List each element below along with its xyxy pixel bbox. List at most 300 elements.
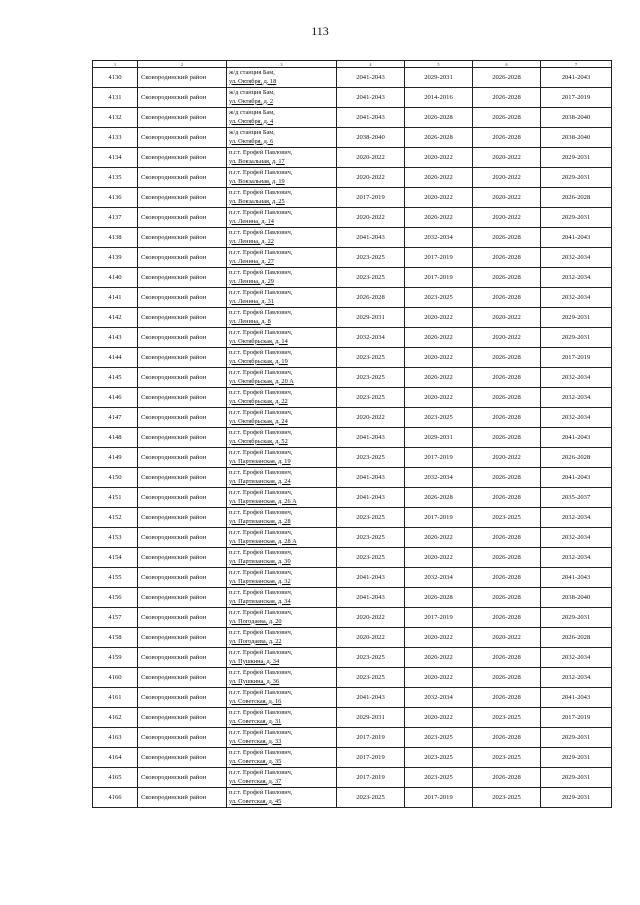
address-street: ул. Октября, д. 6 <box>229 137 274 145</box>
period-cell: 2032-2034 <box>405 228 473 248</box>
period-cell: 2032-2034 <box>541 508 612 528</box>
period-cell: 2032-2034 <box>541 368 612 388</box>
period-cell: 2023-2025 <box>337 388 405 408</box>
district-cell: Сковородинский район <box>138 748 227 768</box>
period-cell: 2023-2025 <box>337 528 405 548</box>
row-number-cell: 4152 <box>93 508 138 528</box>
period-cell: 2023-2025 <box>473 788 541 808</box>
table-row <box>93 728 612 748</box>
period-cell: 2029-2031 <box>337 708 405 728</box>
district-cell: Сковородинский район <box>138 428 227 448</box>
address-street: ул. Октябрьская, д. 19 <box>229 357 288 365</box>
period-cell: 2023-2025 <box>473 708 541 728</box>
address-street: ул. Ленина, д. 14 <box>229 217 274 225</box>
address-street: ул. Октября, д. 4 <box>229 117 274 125</box>
address-cell <box>227 668 337 688</box>
address-street: ул. Партизанская, д. 32 <box>229 577 291 585</box>
period-cell: 2026-2028 <box>473 428 541 448</box>
row-number-cell: 4159 <box>93 648 138 668</box>
district-cell: Сковородинский район <box>138 688 227 708</box>
period-cell: 2020-2022 <box>405 308 473 328</box>
address-street: ул. Октября, д. 18 <box>229 77 277 85</box>
row-number-cell: 4151 <box>93 488 138 508</box>
table-row <box>93 288 612 308</box>
column-header: 1 <box>93 61 138 68</box>
address-cell <box>227 68 337 88</box>
address-cell <box>227 728 337 748</box>
period-cell: 2026-2028 <box>473 408 541 428</box>
column-header: 4 <box>337 61 405 68</box>
address-settlement: п.г.т. Ерофей Павлович, <box>229 149 293 156</box>
address-settlement: п.г.т. Ерофей Павлович, <box>229 509 293 516</box>
row-number-cell: 4160 <box>93 668 138 688</box>
period-cell: 2023-2025 <box>405 748 473 768</box>
district-cell: Сковородинский район <box>138 388 227 408</box>
district-cell: Сковородинский район <box>138 308 227 328</box>
address-settlement: п.г.т. Ерофей Павлович, <box>229 529 293 536</box>
period-cell: 2020-2022 <box>473 448 541 468</box>
district-cell: Сковородинский район <box>138 268 227 288</box>
address-settlement: п.г.т. Ерофей Павлович, <box>229 569 293 576</box>
period-cell: 2029-2031 <box>337 308 405 328</box>
period-cell: 2026-2028 <box>473 248 541 268</box>
district-cell: Сковородинский район <box>138 768 227 788</box>
address-cell <box>227 748 337 768</box>
period-cell: 2032-2034 <box>541 268 612 288</box>
row-number-cell: 4131 <box>93 88 138 108</box>
address-cell <box>227 368 337 388</box>
address-cell <box>227 148 337 168</box>
address-street: ул. Партизанская, д. 24 <box>229 477 291 485</box>
period-cell: 2029-2031 <box>541 208 612 228</box>
period-cell: 2029-2031 <box>541 768 612 788</box>
period-cell: 2017-2019 <box>541 88 612 108</box>
table-row <box>93 788 612 808</box>
row-number-cell: 4139 <box>93 248 138 268</box>
address-settlement: п.г.т. Ерофей Павлович, <box>229 629 293 636</box>
period-cell: 2041-2043 <box>541 228 612 248</box>
period-cell: 2026-2028 <box>473 288 541 308</box>
address-settlement: п.г.т. Ерофей Павлович, <box>229 349 293 356</box>
column-header: 2 <box>138 61 227 68</box>
address-street: ул. Партизанская, д. 28 <box>229 517 291 525</box>
district-cell: Сковородинский район <box>138 728 227 748</box>
period-cell: 2020-2022 <box>405 708 473 728</box>
address-settlement: ж/д станция Бам, <box>229 129 275 136</box>
district-cell: Сковородинский район <box>138 228 227 248</box>
address-settlement: п.г.т. Ерофей Павлович, <box>229 689 293 696</box>
table-row <box>93 468 612 488</box>
address-cell <box>227 588 337 608</box>
table-row <box>93 628 612 648</box>
row-number-cell: 4134 <box>93 148 138 168</box>
period-cell: 2029-2031 <box>541 788 612 808</box>
table-row <box>93 328 612 348</box>
address-street: ул. Партизанская, д. 34 <box>229 597 291 605</box>
period-cell: 2020-2022 <box>337 608 405 628</box>
district-cell: Сковородинский район <box>138 548 227 568</box>
district-cell: Сковородинский район <box>138 568 227 588</box>
period-cell: 2041-2043 <box>337 68 405 88</box>
period-cell: 2041-2043 <box>541 68 612 88</box>
period-cell: 2035-2037 <box>541 488 612 508</box>
period-cell: 2026-2028 <box>473 768 541 788</box>
period-cell: 2017-2019 <box>541 348 612 368</box>
table-row <box>93 708 612 728</box>
address-settlement: п.г.т. Ерофей Павлович, <box>229 189 293 196</box>
address-street: ул. Ленина, д. 29 <box>229 277 274 285</box>
address-settlement: п.г.т. Ерофей Павлович, <box>229 669 293 676</box>
district-cell: Сковородинский район <box>138 608 227 628</box>
address-street: ул. Советская, д. 35 <box>229 757 282 765</box>
district-cell: Сковородинский район <box>138 288 227 308</box>
table-row <box>93 548 612 568</box>
period-cell: 2020-2022 <box>405 348 473 368</box>
period-cell: 2023-2025 <box>405 768 473 788</box>
row-number-cell: 4138 <box>93 228 138 248</box>
row-number-cell: 4144 <box>93 348 138 368</box>
address-cell <box>227 788 337 808</box>
district-cell: Сковородинский район <box>138 668 227 688</box>
row-number-cell: 4133 <box>93 128 138 148</box>
address-settlement: п.г.т. Ерофей Павлович, <box>229 789 293 796</box>
address-street: ул. Ленина, д. 27 <box>229 257 274 265</box>
district-cell: Сковородинский район <box>138 448 227 468</box>
period-cell: 2026-2028 <box>473 588 541 608</box>
row-number-cell: 4155 <box>93 568 138 588</box>
address-cell <box>227 768 337 788</box>
period-cell: 2026-2028 <box>473 348 541 368</box>
period-cell: 2026-2028 <box>473 648 541 668</box>
address-cell <box>227 388 337 408</box>
address-cell <box>227 268 337 288</box>
address-street: ул. Ленина, д. 8 <box>229 317 271 325</box>
period-cell: 2032-2034 <box>541 528 612 548</box>
row-number-cell: 4163 <box>93 728 138 748</box>
district-cell: Сковородинский район <box>138 628 227 648</box>
period-cell: 2041-2043 <box>337 428 405 448</box>
period-cell: 2032-2034 <box>337 328 405 348</box>
period-cell: 2023-2025 <box>337 268 405 288</box>
period-cell: 2026-2028 <box>473 88 541 108</box>
period-cell: 2020-2022 <box>405 668 473 688</box>
district-cell: Сковородинский район <box>138 408 227 428</box>
address-settlement: п.г.т. Ерофей Павлович, <box>229 169 293 176</box>
table-row <box>93 148 612 168</box>
period-cell: 2020-2022 <box>473 328 541 348</box>
period-cell: 2023-2025 <box>405 288 473 308</box>
address-cell <box>227 428 337 448</box>
address-cell <box>227 528 337 548</box>
address-cell <box>227 328 337 348</box>
period-cell: 2026-2028 <box>473 228 541 248</box>
period-cell: 2020-2022 <box>405 388 473 408</box>
period-cell: 2032-2034 <box>541 548 612 568</box>
period-cell: 2023-2025 <box>337 548 405 568</box>
period-cell: 2020-2022 <box>405 368 473 388</box>
table-row <box>93 168 612 188</box>
address-street: ул. Вокзальная, д. 25 <box>229 197 285 205</box>
address-settlement: п.г.т. Ерофей Павлович, <box>229 329 293 336</box>
district-cell: Сковородинский район <box>138 488 227 508</box>
period-cell: 2026-2028 <box>473 128 541 148</box>
period-cell: 2026-2028 <box>473 108 541 128</box>
address-street: ул. Советская, д. 33 <box>229 737 282 745</box>
period-cell: 2029-2031 <box>541 748 612 768</box>
period-cell: 2029-2031 <box>541 328 612 348</box>
period-cell: 2041-2043 <box>337 88 405 108</box>
period-cell: 2020-2022 <box>473 148 541 168</box>
row-number-cell: 4130 <box>93 68 138 88</box>
row-number-cell: 4148 <box>93 428 138 448</box>
address-cell <box>227 548 337 568</box>
address-settlement: п.г.т. Ерофей Павлович, <box>229 429 293 436</box>
address-cell <box>227 508 337 528</box>
table-body <box>93 68 612 808</box>
table-row <box>93 188 612 208</box>
row-number-cell: 4158 <box>93 628 138 648</box>
table-row <box>93 668 612 688</box>
address-cell <box>227 568 337 588</box>
table-row <box>93 248 612 268</box>
period-cell: 2020-2022 <box>405 188 473 208</box>
period-cell: 2023-2025 <box>405 728 473 748</box>
table-row <box>93 348 612 368</box>
district-cell: Сковородинский район <box>138 328 227 348</box>
period-cell: 2029-2031 <box>541 308 612 328</box>
period-cell: 2038-2040 <box>541 128 612 148</box>
row-number-cell: 4153 <box>93 528 138 548</box>
period-cell: 2032-2034 <box>541 388 612 408</box>
address-cell <box>227 248 337 268</box>
table-row <box>93 568 612 588</box>
table-row <box>93 368 612 388</box>
table-row <box>93 68 612 88</box>
district-cell: Сковородинский район <box>138 528 227 548</box>
period-cell: 2023-2025 <box>337 668 405 688</box>
row-number-cell: 4156 <box>93 588 138 608</box>
district-cell: Сковородинский район <box>138 468 227 488</box>
address-street: ул. Октября, д. 2 <box>229 97 274 105</box>
row-number-cell: 4135 <box>93 168 138 188</box>
table-row <box>93 688 612 708</box>
period-cell: 2017-2019 <box>337 748 405 768</box>
address-cell <box>227 488 337 508</box>
address-street: ул. Погодаева, д. 22 <box>229 637 282 645</box>
period-cell: 2023-2025 <box>473 508 541 528</box>
period-cell: 2020-2022 <box>337 408 405 428</box>
period-cell: 2020-2022 <box>473 628 541 648</box>
period-cell: 2041-2043 <box>337 588 405 608</box>
table-row <box>93 88 612 108</box>
address-street: ул. Вокзальная, д. 17 <box>229 157 285 165</box>
period-cell: 2020-2022 <box>337 148 405 168</box>
period-cell: 2020-2022 <box>405 168 473 188</box>
district-cell: Сковородинский район <box>138 148 227 168</box>
table-row <box>93 608 612 628</box>
table-row <box>93 748 612 768</box>
table-row <box>93 448 612 468</box>
row-number-cell: 4136 <box>93 188 138 208</box>
period-cell: 2041-2043 <box>337 468 405 488</box>
period-cell: 2038-2040 <box>337 128 405 148</box>
page-number: 113 <box>311 24 329 38</box>
address-cell <box>227 108 337 128</box>
period-cell: 2026-2028 <box>405 128 473 148</box>
table-row <box>93 408 612 428</box>
address-settlement: п.г.т. Ерофей Павлович, <box>229 409 293 416</box>
period-cell: 2026-2028 <box>473 488 541 508</box>
period-cell: 2026-2028 <box>541 628 612 648</box>
table-row <box>93 508 612 528</box>
address-settlement: ж/д станция Бам, <box>229 89 275 96</box>
district-cell: Сковородинский район <box>138 348 227 368</box>
column-number-row <box>93 61 612 68</box>
address-cell <box>227 308 337 328</box>
row-number-cell: 4164 <box>93 748 138 768</box>
address-street: ул. Октябрьская, д. 24 <box>229 417 288 425</box>
period-cell: 2023-2025 <box>405 408 473 428</box>
address-settlement: п.г.т. Ерофей Павлович, <box>229 649 293 656</box>
period-cell: 2029-2031 <box>541 148 612 168</box>
row-number-cell: 4150 <box>93 468 138 488</box>
period-cell: 2026-2028 <box>405 588 473 608</box>
period-cell: 2026-2028 <box>337 288 405 308</box>
address-cell <box>227 688 337 708</box>
address-street: ул. Партизанская, д. 30 <box>229 557 291 565</box>
period-cell: 2032-2034 <box>541 248 612 268</box>
address-street: ул. Ленина, д. 31 <box>229 297 274 305</box>
period-cell: 2029-2031 <box>541 608 612 628</box>
address-settlement: п.г.т. Ерофей Павлович, <box>229 549 293 556</box>
period-cell: 2026-2028 <box>541 188 612 208</box>
row-number-cell: 4162 <box>93 708 138 728</box>
period-cell: 2041-2043 <box>337 228 405 248</box>
row-number-cell: 4137 <box>93 208 138 228</box>
period-cell: 2032-2034 <box>405 688 473 708</box>
address-settlement: п.г.т. Ерофей Павлович, <box>229 249 293 256</box>
period-cell: 2038-2040 <box>541 588 612 608</box>
period-cell: 2017-2019 <box>405 448 473 468</box>
period-cell: 2029-2031 <box>405 68 473 88</box>
address-cell <box>227 208 337 228</box>
address-settlement: п.г.т. Ерофей Павлович, <box>229 469 293 476</box>
period-cell: 2026-2028 <box>473 608 541 628</box>
address-cell <box>227 448 337 468</box>
district-cell: Сковородинский район <box>138 88 227 108</box>
period-cell: 2026-2028 <box>541 448 612 468</box>
table-row <box>93 428 612 448</box>
period-cell: 2023-2025 <box>337 248 405 268</box>
address-street: ул. Вокзальная, д. 19 <box>229 177 285 185</box>
address-cell <box>227 188 337 208</box>
address-street: ул. Советская, д. 16 <box>229 697 282 705</box>
address-settlement: п.г.т. Ерофей Павлович, <box>229 449 293 456</box>
period-cell: 2041-2043 <box>337 108 405 128</box>
period-cell: 2026-2028 <box>473 548 541 568</box>
address-street: ул. Советская, д. 37 <box>229 777 282 785</box>
address-settlement: п.г.т. Ерофей Павлович, <box>229 589 293 596</box>
period-cell: 2029-2031 <box>541 168 612 188</box>
address-cell <box>227 348 337 368</box>
row-number-cell: 4145 <box>93 368 138 388</box>
period-cell: 2020-2022 <box>337 208 405 228</box>
address-settlement: п.г.т. Ерофей Павлович, <box>229 389 293 396</box>
address-settlement: п.г.т. Ерофей Павлович, <box>229 749 293 756</box>
period-cell: 2026-2028 <box>473 388 541 408</box>
period-cell: 2026-2028 <box>473 568 541 588</box>
housing-repair-schedule-table <box>92 60 612 808</box>
address-cell <box>227 468 337 488</box>
row-number-cell: 4157 <box>93 608 138 628</box>
period-cell: 2026-2028 <box>473 528 541 548</box>
period-cell: 2041-2043 <box>541 688 612 708</box>
column-header: 5 <box>405 61 473 68</box>
period-cell: 2041-2043 <box>541 568 612 588</box>
table-row <box>93 128 612 148</box>
address-settlement: ж/д станция Бам, <box>229 69 275 76</box>
period-cell: 2029-2031 <box>541 728 612 748</box>
period-cell: 2026-2028 <box>473 688 541 708</box>
period-cell: 2023-2025 <box>473 748 541 768</box>
period-cell: 2017-2019 <box>405 608 473 628</box>
district-cell: Сковородинский район <box>138 508 227 528</box>
table-row <box>93 648 612 668</box>
period-cell: 2020-2022 <box>337 628 405 648</box>
table-row <box>93 488 612 508</box>
table-row <box>93 388 612 408</box>
period-cell: 2017-2019 <box>337 728 405 748</box>
address-cell <box>227 228 337 248</box>
row-number-cell: 4146 <box>93 388 138 408</box>
period-cell: 2026-2028 <box>405 488 473 508</box>
period-cell: 2020-2022 <box>473 308 541 328</box>
address-settlement: п.г.т. Ерофей Павлович, <box>229 309 293 316</box>
period-cell: 2041-2043 <box>541 428 612 448</box>
period-cell: 2020-2022 <box>405 548 473 568</box>
address-settlement: п.г.т. Ерофей Павлович, <box>229 229 293 236</box>
period-cell: 2038-2040 <box>541 108 612 128</box>
district-cell: Сковородинский район <box>138 788 227 808</box>
address-cell <box>227 288 337 308</box>
district-cell: Сковородинский район <box>138 68 227 88</box>
period-cell: 2032-2034 <box>405 468 473 488</box>
period-cell: 2023-2025 <box>337 348 405 368</box>
period-cell: 2020-2022 <box>473 208 541 228</box>
row-number-cell: 4132 <box>93 108 138 128</box>
address-street: ул. Октябрьская, д. 22 <box>229 397 288 405</box>
period-cell: 2020-2022 <box>405 528 473 548</box>
period-cell: 2041-2043 <box>337 488 405 508</box>
row-number-cell: 4165 <box>93 768 138 788</box>
period-cell: 2041-2043 <box>541 468 612 488</box>
address-street: ул. Советская, д. 45 <box>229 797 282 805</box>
address-street: ул. Партизанская, д. 19 <box>229 457 291 465</box>
period-cell: 2026-2028 <box>473 68 541 88</box>
row-number-cell: 4147 <box>93 408 138 428</box>
period-cell: 2041-2043 <box>337 688 405 708</box>
address-settlement: п.г.т. Ерофей Павлович, <box>229 769 293 776</box>
column-header: 3 <box>227 61 337 68</box>
row-number-cell: 4154 <box>93 548 138 568</box>
period-cell: 2020-2022 <box>405 208 473 228</box>
period-cell: 2032-2034 <box>541 408 612 428</box>
row-number-cell: 4143 <box>93 328 138 348</box>
period-cell: 2023-2025 <box>337 648 405 668</box>
address-settlement: п.г.т. Ерофей Павлович, <box>229 729 293 736</box>
period-cell: 2017-2019 <box>405 248 473 268</box>
address-street: ул. Погодаева, д. 20 <box>229 617 282 625</box>
